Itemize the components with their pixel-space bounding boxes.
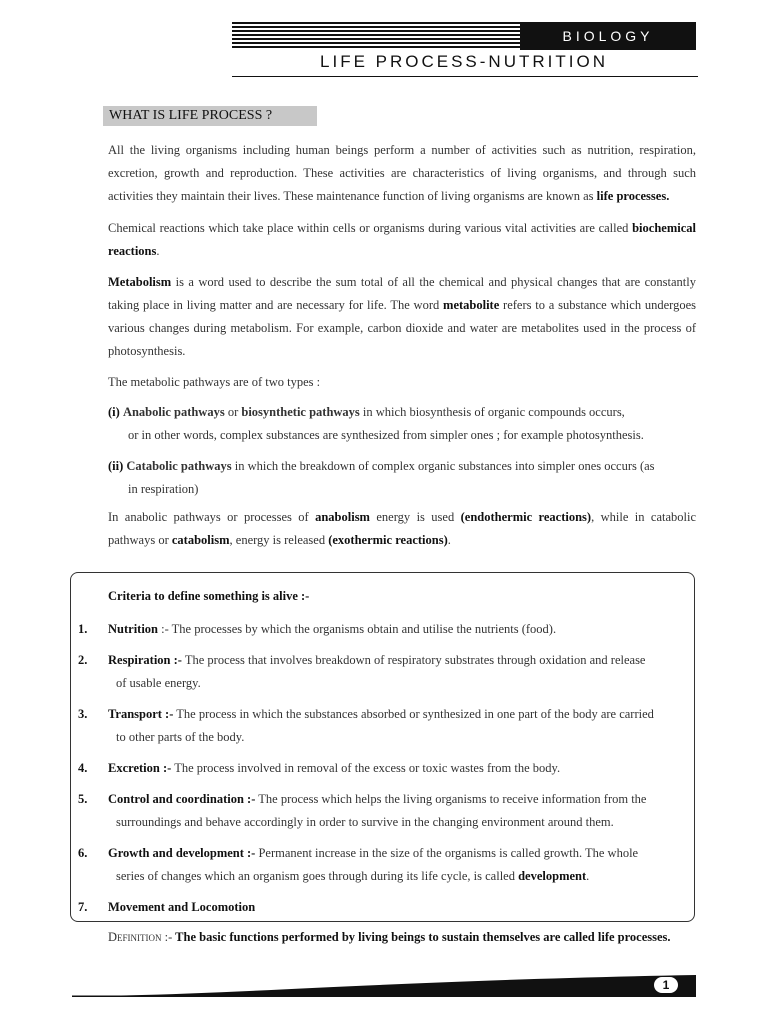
header-stripes	[232, 22, 562, 50]
definition: Definition :- The basic functions performed by living beings to sustain themselves are called life processes.	[108, 930, 671, 944]
chapter-rule	[232, 76, 698, 77]
criteria-item: 4. Excretion :- The process involved in removal of the excess or toxic wastes from the body.	[78, 761, 561, 775]
pathway-catabolic: (ii) Catabolic pathways in which the breakdown of complex organic substances into simpler ones occurs (as in respiration)	[108, 459, 655, 496]
paragraph-anabolism-catabolism: In anabolic pathways or processes of anabolism energy is used (endothermic reactions), while in catabolic pathways or catabolism, energy is released (exothermic reactions).	[108, 510, 697, 547]
chapter-title: LIFE PROCESS-NUTRITION	[320, 52, 608, 71]
criteria-heading: Criteria to define something is alive :-	[108, 589, 310, 603]
paragraph-metabolism: Metabolism is a word used to describe the sum total of all the chemical and physical changes that are constantly taking place in living matter and are necessary for life. The word metabolite refers to a substance which undergoes various changes during metabolism. For example, carbon dioxide and water are metabolites used in the process of photosynthesis.	[108, 275, 697, 358]
criteria-item: 3. Transport :- The process in which the substances absorbed or synthesized in one part of the body are carried to other parts of the body.	[78, 707, 654, 744]
criteria-item: 6. Growth and development :- Permanent increase in the size of the organisms is called growth. The whole series of changes which an organism goes through during its life cycle, is called development.	[78, 846, 639, 883]
subject-label: BIOLOGY	[520, 22, 696, 50]
criteria-item: 7. Movement and Locomotion	[78, 900, 256, 914]
criteria-item: 1. Nutrition :- The processes by which the organisms obtain and utilise the nutrients (food).	[78, 622, 557, 636]
paragraph-life-process: All the living organisms including human beings perform a number of activities such as nutrition, respiration, excretion, growth and reproduction. These activities are characteristics of living organisms, and through such activities they maintain their lives. These maintenance function of living organisms are known as life processes.	[108, 143, 696, 203]
paragraph-biochemical: Chemical reactions which take place within cells or organisms during various vital activities are called biochemical reactions.	[108, 221, 696, 258]
section-heading: WHAT IS LIFE PROCESS ?	[103, 106, 317, 126]
footer-bar	[72, 975, 696, 997]
pathway-anabolic: (i) Anabolic pathways or biosynthetic pathways in which biosynthesis of organic compounds occurs, or in other words, complex substances are synthesized from simpler ones ; for example photosynthesis.	[108, 405, 644, 442]
page-number: 1	[654, 977, 678, 993]
paragraph-pathway-types: The metabolic pathways are of two types :	[108, 375, 321, 389]
criteria-item: 5. Control and coordination :- The process which helps the living organisms to receive information from the surroundings and behave accordingly in order to survive in the changing environment around them.	[78, 792, 647, 829]
criteria-item: 2. Respiration :- The process that involves breakdown of respiratory substrates through oxidation and release of usable energy.	[78, 653, 646, 690]
